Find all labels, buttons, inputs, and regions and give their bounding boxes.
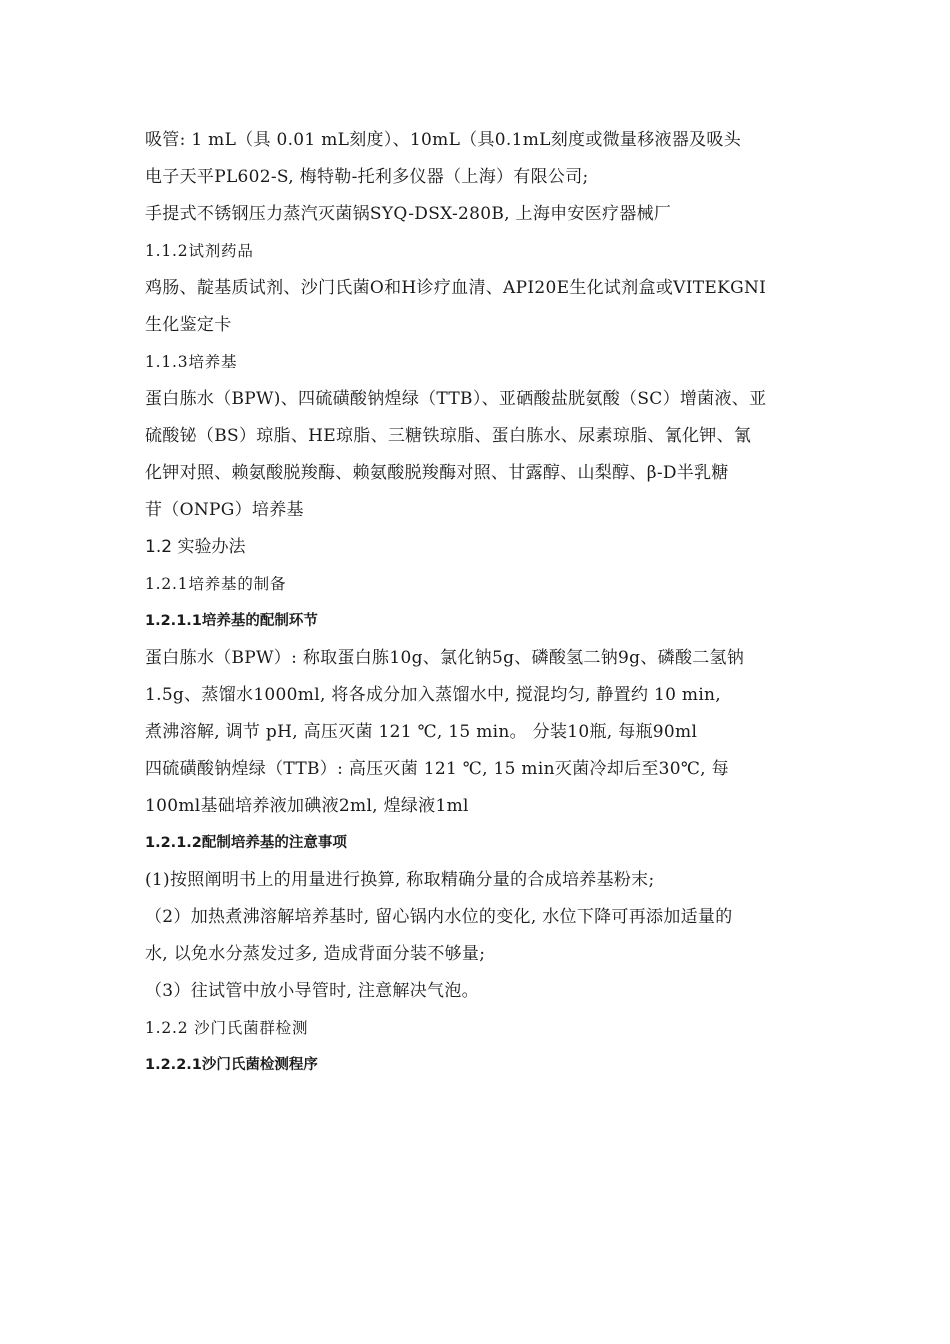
document-body <box>145 122 815 1084</box>
subsection-heading: 1.2.1.1培养基的配制环节 <box>145 613 318 629</box>
paragraph-line: （3）往试管中放小导管时, 注意解决气泡。 <box>145 981 479 1001</box>
paragraph-line: 1.5g、蒸馏水1000ml, 将各成分加入蒸馏水中, 搅混均匀, 静置约 10 min, <box>145 685 722 705</box>
paragraph-line: 水, 以免水分蒸发过多, 造成背面分装不够量; <box>145 944 486 964</box>
paragraph-line: （2）加热煮沸溶解培养基时, 留心锅内水位的变化, 水位下降可再添加适量的 <box>145 907 733 927</box>
paragraph-line: 蛋白胨水（BPW）: 称取蛋白胨10g、氯化钠5g、磷酸氢二钠9g、磷酸二氢钠 <box>145 648 745 668</box>
subsection-heading: 1.2.2.1沙门氏菌检测程序 <box>145 1057 318 1073</box>
paragraph-line: (1)按照阐明书上的用量进行换算, 称取精确分量的合成培养基粉末; <box>145 870 655 890</box>
paragraph-line: 生化鉴定卡 <box>145 315 232 335</box>
paragraph-line: 苷（ONPG）培养基 <box>145 500 304 520</box>
paragraph-line: 煮沸溶解, 调节 pH, 高压灭菌 121 ℃, 15 min。 分装10瓶, 每瓶90ml <box>145 722 698 742</box>
section-heading: 1.2.1培养基的制备 <box>145 575 287 593</box>
section-heading: 1.1.2试剂药品 <box>145 242 254 260</box>
paragraph-line: 电子天平PL602-S, 梅特勒-托利多仪器（上海）有限公司; <box>145 167 589 187</box>
section-heading: 1.1.3培养基 <box>145 353 238 371</box>
paragraph-line: 硫酸铋（BS）琼脂、HE琼脂、三糖铁琼脂、蛋白胨水、尿素琼脂、氰化钾、氰 <box>145 426 752 446</box>
subsection-heading: 1.2.1.2配制培养基的注意事项 <box>145 835 347 851</box>
paragraph-line: 100ml基础培养液加碘液2ml, 煌绿液1ml <box>145 796 469 816</box>
paragraph-line: 化钾对照、赖氨酸脱羧酶、赖氨酸脱羧酶对照、甘露醇、山梨醇、β-D半乳糖 <box>145 463 729 483</box>
paragraph-line: 四硫磺酸钠煌绿（TTB）: 高压灭菌 121 ℃, 15 min灭菌冷却后至30℃, 每 <box>145 759 729 779</box>
section-heading: 1.2 实验办法 <box>145 537 246 557</box>
paragraph-line: 蛋白胨水（BPW)、四硫磺酸钠煌绿（TTB）、亚硒酸盐胱氨酸（SC）增菌液、亚 <box>145 389 767 409</box>
paragraph-line: 手提式不锈钢压力蒸汽灭菌锅SYQ-DSX-280B, 上海申安医疗器械厂 <box>145 204 672 224</box>
section-heading: 1.2.2 沙门氏菌群检测 <box>145 1019 309 1037</box>
paragraph-line: 鸡肠、靛基质试剂、沙门氏菌O和H诊疗血清、API20E生化试剂盒或VITEKGNI <box>145 278 767 298</box>
paragraph-line: 吸管: 1 mL（具 0.01 mL刻度）、10mL（具0.1mL刻度或微量移液器及吸头 <box>145 130 742 150</box>
